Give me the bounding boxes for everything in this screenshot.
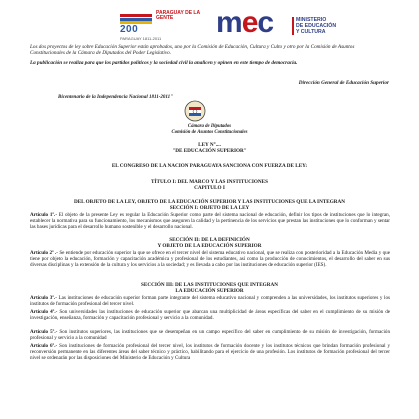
intro-signature: Dirección General de Educación Superior	[298, 80, 389, 86]
article-2: Artículo 2º .- Se entiende por educación superior la que se ofrece en el tercer nivel del sistema educativo nacional, que se realiza con posterioridad a la Educación Media y que tiene por objeto la educación, formación y capacitación académica y profesional de los estudiantes, así como la producción de conocimientos, el desarrollo del saber en sus diversas disciplinas y la extensión de la cultura y los servicios a la sociedad; y es llevada a cabo por las instituciones de educación superior (IES).	[30, 250, 390, 268]
flag-stripes-icon	[120, 14, 152, 24]
intro-paragraph-2: La publicación se realiza para que los partidos políticos y la sociedad civil la analicen y opinen en este tiempo de democracia.	[30, 60, 298, 66]
section-1-heading: SECCIÓN I: OBJETO DE LA LEY	[169, 205, 250, 211]
section-3-heading-b: LA EDUCACIÓN SUPERIOR	[175, 288, 244, 294]
article-4: Artículo 4º.- Son universidades las instituciones de educación superior que abarcan una multiplicidad de áreas específicas del saber en el cumplimiento de su misión de investigación, enseñanza, formación y capacitación profesional y servicio a la comunidad.	[30, 309, 390, 321]
bicentenario-line: Bicentenario de la Independencia Nacional 1811-2011"	[58, 95, 173, 100]
logo-tagline: PARAGUAY DE LA GENTE	[156, 10, 200, 21]
section-2-heading-b: Y OBJETO DE LA EDUCACIÓN SUPERIOR	[157, 243, 262, 249]
chamber-label: Cámara de Diputados Comisión de Asuntos Constitucionales	[171, 124, 248, 135]
chamber-seal-icon	[184, 100, 206, 122]
mec-logo: mec	[216, 6, 274, 39]
objeto-heading: DEL OBJETO DE LA LEY, OBJETO DE LA EDUCACIÓN SUPERIOR Y LAS INSTITUCIONES QUE LA INTEGRAN	[73, 199, 346, 205]
letterhead	[0, 8, 419, 42]
logo-sub: PARAGUAY 1811-2011	[120, 36, 162, 41]
article-5: Artículo 5º.- Son institutos superiores, las instituciones que se desempeñan en un campo específico del saber en cumplimiento de su misión de investigación, formación profesional y servicio a la comunidad	[30, 329, 390, 341]
section-3-heading-a: SECCIÓN III: DE LAS INSTITUCIONES QUE INTEGRAN	[141, 282, 278, 288]
intro-paragraph-1: Los dos proyectos de ley sobre Educación Superior están aprobados, uno por la Comisión de Educación, Cultura y Culto y otro por la Comisión de Asuntos Constitucionales de la Cámara de Diputados del Poder Legislativo.	[30, 44, 355, 56]
title-heading: TÍTULO I: DEL MARCO Y LAS INSTITUCIONES	[151, 179, 268, 185]
congress-line: EL CONGRESO DE LA NACION PARAGUAYA SANCIONA CON FUERZA DE LEY:	[111, 163, 308, 169]
intro-note	[30, 44, 390, 66]
logo-divider	[292, 17, 294, 35]
article-6: Artículo 6º.- Son instituciones de formación profesional del tercer nivel, los institutos de formación docente y los institutos técnicos que brindan formación profesional y reconversión permanente en las diferentes áreas del saber técnico y práctico, habilitando para el ejercicio de una profesión. Los institutos de formación profesional del tercer nivel se ordenarán por las disposiciones del Ministerio de Educación y Cultura	[30, 343, 391, 361]
article-3: Artículo 3º.- Las instituciones de educación superior forman parte integrante del sistema educativo nacional y comprenden a las universidades, los institutos superiores y los institutos de formación profesional del tercer nivel.	[30, 295, 390, 307]
bicentenario-logo	[118, 10, 210, 42]
logo-main: 200	[120, 24, 139, 35]
article-1: Artículo 1º.- El objeto de la presente Ley es regular la Educación Superior como parte del sistema nacional de educación, definir los tipos de instituciones que lo integran, establecer la normativa para su funcionamiento, los mecanismos que aseguren la calidad y la pertinencia de los servicios que prestan las instituciones que lo conforman y sentar las bases jurídicas para el desarrollo humano sostenible y el desarrollo nacional.	[30, 212, 390, 230]
law-title: "DE EDUCACIÓN SUPERIOR"	[172, 148, 247, 154]
chapter-heading: CAPITULO I	[194, 185, 225, 191]
section-2-heading-a: SECCIÓN II: DE LA DEFINICIÓN	[169, 237, 250, 243]
law-number: LEY N°....	[198, 142, 221, 148]
ministerio-label: MINISTERIO DE EDUCACIÓN Y CULTURA	[296, 17, 337, 35]
